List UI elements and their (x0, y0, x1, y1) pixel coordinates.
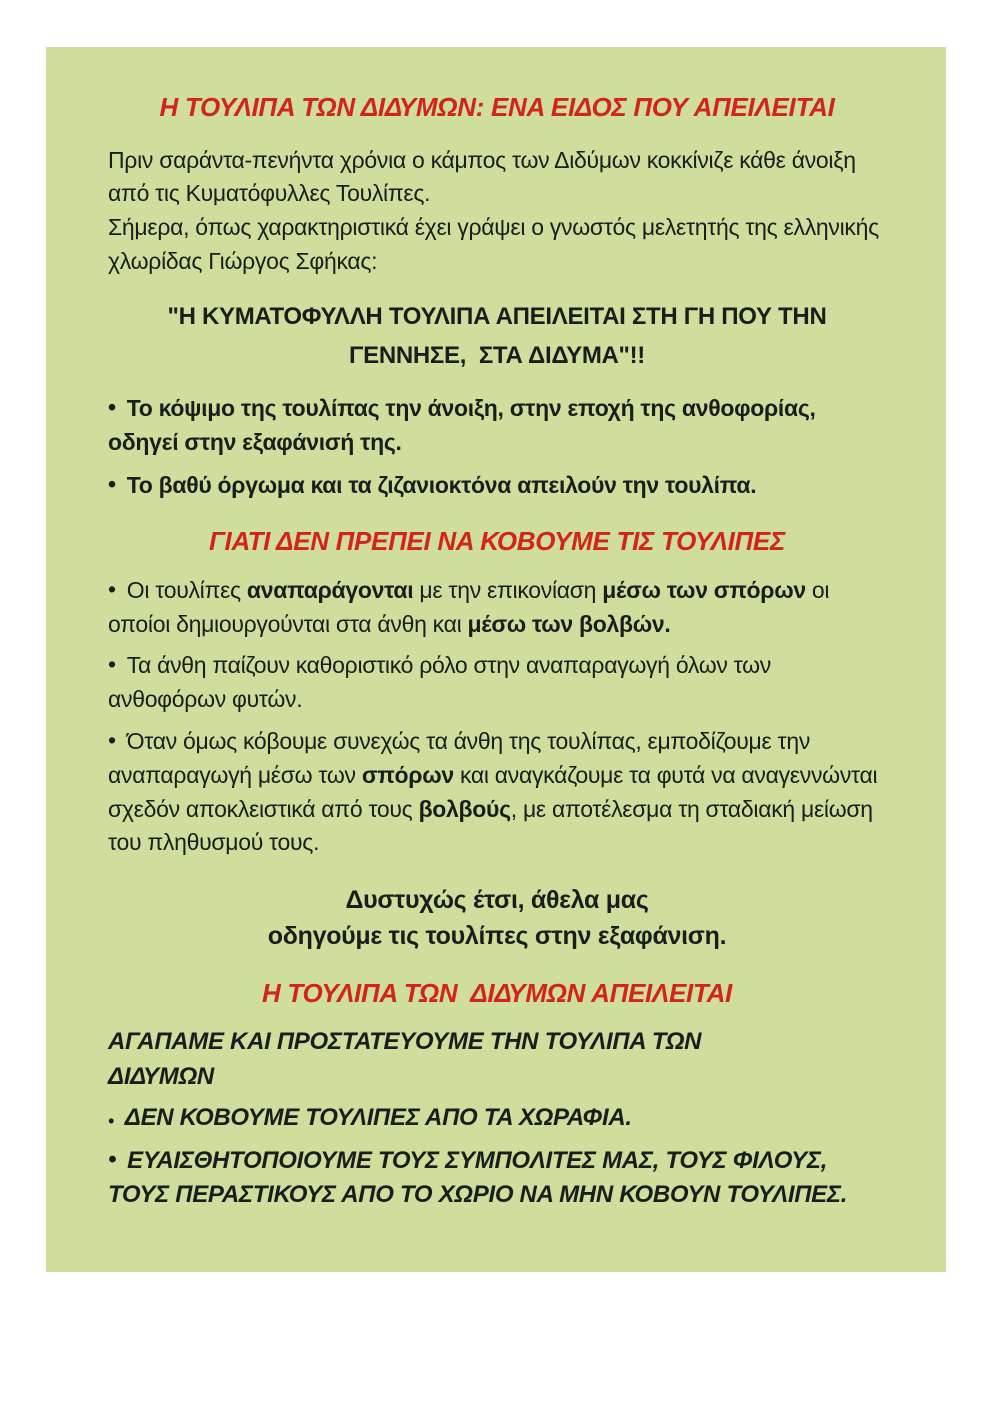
why-bullet-reproduction-bold-2: μέσω των σπόρων (602, 576, 806, 603)
why-bullet-reproduction-text-2: με την επικονίαση (413, 576, 603, 603)
why-bullet-reproduction-text: Οι τουλίπες (126, 576, 247, 603)
why-bullet-flowers-role-text: Τα άνθη παίζουν καθοριστικό ρόλο στην αναπαραγωγή όλων των ανθοφόρων φυτών. (108, 652, 771, 713)
why-bullet-continuous-cutting-bold-2: βολβούς (418, 795, 511, 822)
leaflet-card (46, 47, 946, 1272)
why-bullet-continuous-cutting (108, 725, 886, 860)
intro-paragraph-2: Σήμερα, όπως χαρακτηριστικά έχει γράψει ο γνωστός μελετητής της ελληνικής χλωρίδας Γιώργος Σφήκας: (108, 214, 879, 274)
why-bullet-continuous-cutting-text-3: , με αποτέλεσμα τη σταδιακή μείωση του πληθυσμού τους. (108, 795, 873, 856)
why-bullet-continuous-cutting-text-2: και αναγκάζουμε τα φυτά να αναγεννώνται σχεδόν αποκλειστικά από τους (108, 761, 878, 822)
quote-block (108, 297, 886, 376)
protect-bullet-no-cutting-text: ΔΕΝ ΚΟΒΟΥΜΕ ΤΟΥΛΙΠΕΣ ΑΠΟ ΤΑ ΧΩΡΑΦΙΑ. (124, 1103, 632, 1131)
heading-species-threatened: Η ΤΟΥΛΙΠΑ ΤΩΝ ΔΙΔΥΜΩΝ: ΕΝΑ ΕΙΔΟΣ ΠΟΥ ΑΠΕΙΛΕΙΤΑΙ (159, 92, 835, 122)
quote-line-2: ΓΕΝΝΗΣΕ, ΣΤΑ ΔΙΔΥΜΑ"!! (348, 342, 646, 370)
conclusion-line-2: οδηγούμε τις τουλίπες στην εξαφάνιση. (267, 922, 727, 951)
threat-bullet-plowing-text: Το βαθύ όργωμα και τα ζιζανιοκτόνα απειλούν την τουλίπα. (126, 472, 757, 499)
heading-why-not-cut: ΓΙΑΤΙ ΔΕΝ ΠΡΕΠΕΙ ΝΑ ΚΟΒΟΥΜΕ ΤΙΣ ΤΟΥΛΙΠΕΣ (209, 526, 785, 557)
conclusion-line-1: Δυστυχώς έτσι, άθελα μας (345, 886, 649, 915)
protect-statement-line-2: ΔΙΔΥΜΩΝ (108, 1062, 214, 1090)
protect-bullet-raise-awareness-text: ΕΥΑΙΣΘΗΤΟΠΟΙΟΥΜΕ ΤΟΥΣ ΣΥΜΠΟΛΙΤΕΣ ΜΑΣ, ΤΟΥΣ ΦΙΛΟΥΣ, ΤΟΥΣ ΠΕΡΑΣΤΙΚΟΥΣ ΑΠΟ ΤΟ ΧΩΡΙΟ ΝΑ ΜΗΝ ΚΟΒΟΥΝ ΤΟΥΛΙΠΕΣ. (108, 1146, 848, 1209)
why-bullet-continuous-cutting-text: Όταν όμως κόβουμε συνεχώς τα άνθη της τουλίπας, εμποδίζουμε την αναπαραγωγή μέσω των (108, 727, 811, 788)
heading-didyma-tulip-threatened: Η ΤΟΥΛΙΠΑ ΤΩΝ ΔΙΔΥΜΩΝ ΑΠΕΙΛΕΙΤΑΙ (262, 977, 732, 1008)
bullet-icon: • (108, 651, 116, 678)
conclusion-block (108, 882, 886, 955)
threat-bullet-plowing (108, 469, 886, 503)
threat-bullet-cutting-text: Το κόψιμο της τουλίπας την άνοιξη, στην εποχή της ανθοφορίας, οδηγεί στην εξαφάνισή της. (108, 394, 816, 455)
bullet-icon: • (108, 393, 116, 420)
why-bullet-reproduction-bold-1: αναπαράγονται (246, 576, 414, 603)
why-bullet-reproduction-bold-3: μέσω των βολβών. (467, 610, 671, 637)
protect-statement-line-1: ΑΓΑΠΑΜΕ ΚΑΙ ΠΡΟΣΤΑΤΕΥΟΥΜΕ ΤΗΝ ΤΟΥΛΙΠΑ ΤΩΝ (108, 1028, 702, 1056)
protect-statement (108, 1025, 886, 1095)
why-bullet-reproduction (108, 574, 886, 642)
bullet-icon: • (108, 726, 116, 753)
why-bullet-flowers-role (108, 649, 886, 717)
protect-bullet-no-cutting (108, 1101, 886, 1136)
threat-bullet-cutting (108, 392, 886, 460)
bullet-icon: • (108, 1110, 114, 1131)
bullet-icon: • (108, 1145, 117, 1173)
bullet-icon: • (108, 471, 116, 498)
intro-paragraph-1: Πριν σαράντα-πενήντα χρόνια ο κάμπος των Διδύμων κοκκίνιζε κάθε άνοιξη από τις Κυματόφυλλες Τουλίπες. (108, 146, 856, 207)
bullet-icon: • (108, 575, 116, 602)
why-bullet-continuous-cutting-bold-1: σπόρων (361, 761, 454, 788)
quote-line-1: "Η ΚΥΜΑΤΟΦΥΛΛΗ ΤΟΥΛΙΠΑ ΑΠΕΙΛΕΙΤΑΙ ΣΤΗ ΓΗ ΠΟΥ ΤΗΝ (167, 302, 827, 330)
why-bullet-reproduction-text-3: οι οποίοι δημιουργούνται στα άνθη και (108, 576, 830, 637)
protect-bullet-raise-awareness (108, 1144, 886, 1214)
